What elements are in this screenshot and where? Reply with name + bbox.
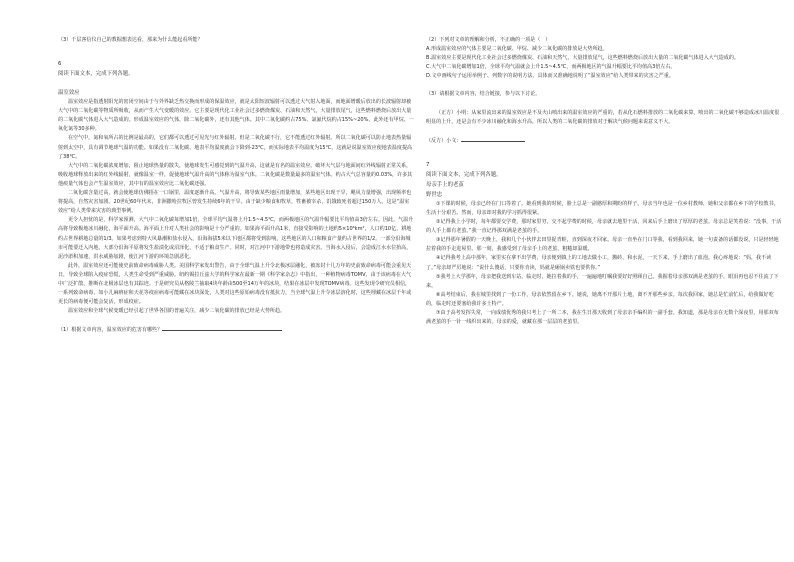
- section-number: 7: [426, 161, 430, 168]
- option-b: B.温室效应主要是现代化工业社会过多燃烧煤炭、石油和天然气，大量排放尾气，这些燃料燃烧后放出大量的二氧化碳气体进入大气造成的。: [426, 55, 739, 62]
- answer-blank[interactable]: [162, 325, 282, 331]
- paragraph: ③记得那年暑假的一天晚上，我和几个小伙伴去田里捉青蛙，直到深夜才回家。母亲一直坐在门口等我，看到我回来，她一句责备的话都没说，只是轻轻地拉着我的手走进屋里。那一刻，我感受到了母亲手上的老茧，粗糙却温暖。: [426, 237, 779, 253]
- paragraph: 在空气中，氮和氧所占的比例是最高的，它们都可以透过可见光与红外辐射。但是二氧化碳不行，它不能透过红外辐射。所以二氧化碳可以防止地表热量辐射到太空中，具有调节地球气温的功能。如果没有二氧化碳，地表平均温度就会下降到-23℃，而实际地表平均温度为15℃，这就是说温室效应使地表温度提高了38℃。: [58, 135, 413, 160]
- option-d: D.文中画线句子运用举例子、列数字的说明方法，具体而又准确地说明了“温室效应”给人类带来的灾害之严重。: [426, 73, 674, 80]
- paragraph: 大气中的二氧化碳浓度增加，阻止地球热量的散失，使地球发生可感觉到的气温升高，这就是有名的温室效应。破坏大气层与地面间红外线辐射正常关系，吸收地球释放出来的红外线辐射，就像温室一样，促使地球气温升高的气体称为温室气体。二氧化碳是数量最多的温室气体。约占大气总容量的0.03%，许多其他痕量气体也会产生温室效应，其中有的温室效应比二氧化碳还强。: [58, 162, 413, 187]
- paragraph: ①下课的时候，母亲已经在门口等着了。她看到我的时候，脸上总是一副憨厚和期盼的样子。母亲当年也是一位乡村教师，她和父亲都在乡下的学校教书，生活十分艰苦。然而，母亲却对我的学习抓得很紧。: [426, 200, 779, 216]
- section-instruction: 阅读下面文本，完成下列各题。: [58, 71, 134, 78]
- paragraph: 温室效应和全球气候变暖已经引起了世界各国的普遍关注，减少二氧化碳的排放已经是大势所趋。: [68, 308, 286, 315]
- section-number: 6: [58, 61, 62, 68]
- paragraph: ⑤我考上大学那年，母亲把我送到车站，临走时，她拉着我的手，一遍遍地叮嘱我要好好照顾自己。我握着母亲那双满是老茧的手，眼泪再也忍不住流了下来。: [426, 273, 779, 289]
- paragraph: 二氧化碳含量过高，就会使地球仿佛捂在一口锅里，温度逐渐升高。气温升高，将导致某些地区雨量增加，某些地区出现干旱，飓风力量增强，出现频率也将提高，自然灾害加剧。20世纪60年代末，非洲撒哈拉牧区曾发生持续6年的干旱。由于缺少粮食和牧草，牲畜被宰杀，饥饿致死者超过150万人。这是“温室效应”给人类带来灾害的典型事例。: [58, 190, 412, 215]
- article-title: 母亲手上的老茧: [426, 181, 464, 188]
- question-1-text: （1）根据文章内容，温室效应的危害有哪些？: [58, 327, 163, 334]
- answer-blank[interactable]: [461, 136, 525, 142]
- option-a: A.形成温室效应的气体主要是二氧化碳、甲烷、减少二氧化碳的排放是大势所趋。: [426, 46, 608, 53]
- paragraph: ⑥高考结束后，我在城里找到了一份工作，母亲依然留在乡下。她说，她离不开那片土地，离不开那些乡亲。每次我回家，她总是忙前忙后，给我做好吃的，临走时还要塞给我许多土特产。: [426, 291, 774, 307]
- question-3-fill: [426, 136, 782, 146]
- right-column: [426, 36, 782, 327]
- paragraph: ②记得我上小学时，每年都要交学费，那时家里穷，交不起学费的时候，母亲就去地里干活，回来后手上磨出了厚厚的老茧。母亲总是笑着说：“没事，干活的人手上都有老茧。”我一直记得那双满是老茧的手。: [426, 219, 782, 235]
- question-1: [58, 325, 414, 335]
- question-3-fill-label: （反方）小文：: [426, 137, 462, 144]
- paragraph: ④记得我考上高中那年，家里实在拿不出学费，母亲便到镇上的工地去做小工，搬砖、和水泥，一天下来，手上磨出了血泡。我心疼地说：“妈，我不读了。”母亲却严厉地说：“说什么傻话，只要你肯读，妈就是砸锅卖铁也要供你。”: [426, 255, 772, 271]
- paragraph: ⑦由于高考发挥失常，一向成绩优秀的我只考上了一所二本，我在生日那天收到了母亲亲手编织的一副手套。我知道，那是母亲在无数个深夜里，用那双布满老茧的手一针一线织出来的。母亲的爱，就藏在那一层层的老茧里。: [426, 309, 779, 326]
- article-author: 野世忠: [426, 191, 443, 198]
- left-column: [58, 36, 414, 335]
- option-c: C.大气中二氧化碳增加1倍，全球平均气温就会上升1.5~4.5℃，而两极地区的气温升幅要比平均值高3倍左右。: [426, 64, 676, 71]
- paragraph: 温室效应是指透射阳光的密闭空间由于与外界缺乏热交换而形成的保温效应，就是太阳短波辐射可以透过大气射入地面，而地面增暖后放出的长波辐射却被大气中的二氧化碳等物质所吸收，从而产生大气变暖的效应。它主要是现代化工业社会过多燃烧煤炭、石油和天然气，大量排放尾气，这些燃料燃烧后放出大量的二氧化碳气体进入大气造成的。形成温室效应的气体，除二氧化碳外，还有其他气体。其中二氧化碳约占75%，氯氟代烷约占15%~20%，此外还有甲烷、一氧化氮等30多种。: [58, 99, 414, 133]
- paragraph: 此外，温室效应还可能使史前致命病毒威胁人类。美国科学家发出警告，由于全球气温上升令北极冰层融化，被冻封十几万年的史前致命病毒可能会重见天日，导致全球陷入疫症恐慌，人类生命受到严重威胁。纽约锡拉丘兹大学的科学家在最新一期《科学家杂志》中指出，一种植物病毒TOMV，由于该病毒在大气中广泛扩散，推断在北极冰层也有其踪迹。于是研究员从格陵兰抽取4块年龄由500至14万年的冰块，结果在冰层中发现TOMV病毒。这些发现令研究员相信，一系列致命病毒，如小儿麻痹症和天花等疫症病毒可能藏在冰块深处，人类对这些原始病毒没有抵抗力，当全球气温上升令冰层溶化时，这些埋藏在冰层千年或更长的病毒便可能会复活，形成疫症。: [58, 262, 412, 306]
- question-3-text: （正方）小明：从家里流出来的温室效应是不及火山喷出来的温室效应的严重的，若从化石燃料排放的二氧化碳来算，喷出的二氧化碳不够造成冰川温度很明显的上升，还是会有不少冰川融化和海水升高，所以人类的二氧化碳的排放对于解决气候问题来说意义不大。: [426, 109, 780, 125]
- section-instruction: 阅读下面文本，完成下列各题。: [426, 171, 502, 178]
- question-3: （3）请根据文章内容，结合链接，参与以下讨论。: [426, 91, 541, 98]
- article-title: 温室效应: [58, 90, 80, 97]
- question-2: （2）下列对文章的理解和分析，不正确的一项是（ ）: [426, 37, 551, 43]
- paragraph: 更令人担忧的是，科学家预测，大气中二氧化碳每增加1倍，全球平均气温将上升1.5~4.5℃，而两极地区的气温升幅要比平均值高3倍左右。因此，气温升高将导致极地冰川融化，海平面升高。海平面上升对人类社会的影响是十分严重的。如果海平面升高1米，直接受影响的土地约5×10⁶km²，人口约10亿，耕地约占世界耕地总量的1/3。如果考虑到特大风暴潮和盐水侵入，沿海海拔5米以下地区都将受到影响，这些地区的人口和粮食产量约占世界的1/2。一部分沿海城市可能要迁入内地，大部分沿海平原将发生盐渍化或沼泽化，不适于粮食生产。同时，对江河中下游地带也将造成灾害。当海水入侵后，会造成江水水位抬高，泥沙淤积加速，洪水威胁加剧，使江河下游的环境急剧恶化。: [58, 217, 414, 260]
- question-prev: （3）千层客信仪自己的教掘想表达看，那来为什么能起看所能？: [58, 37, 203, 43]
